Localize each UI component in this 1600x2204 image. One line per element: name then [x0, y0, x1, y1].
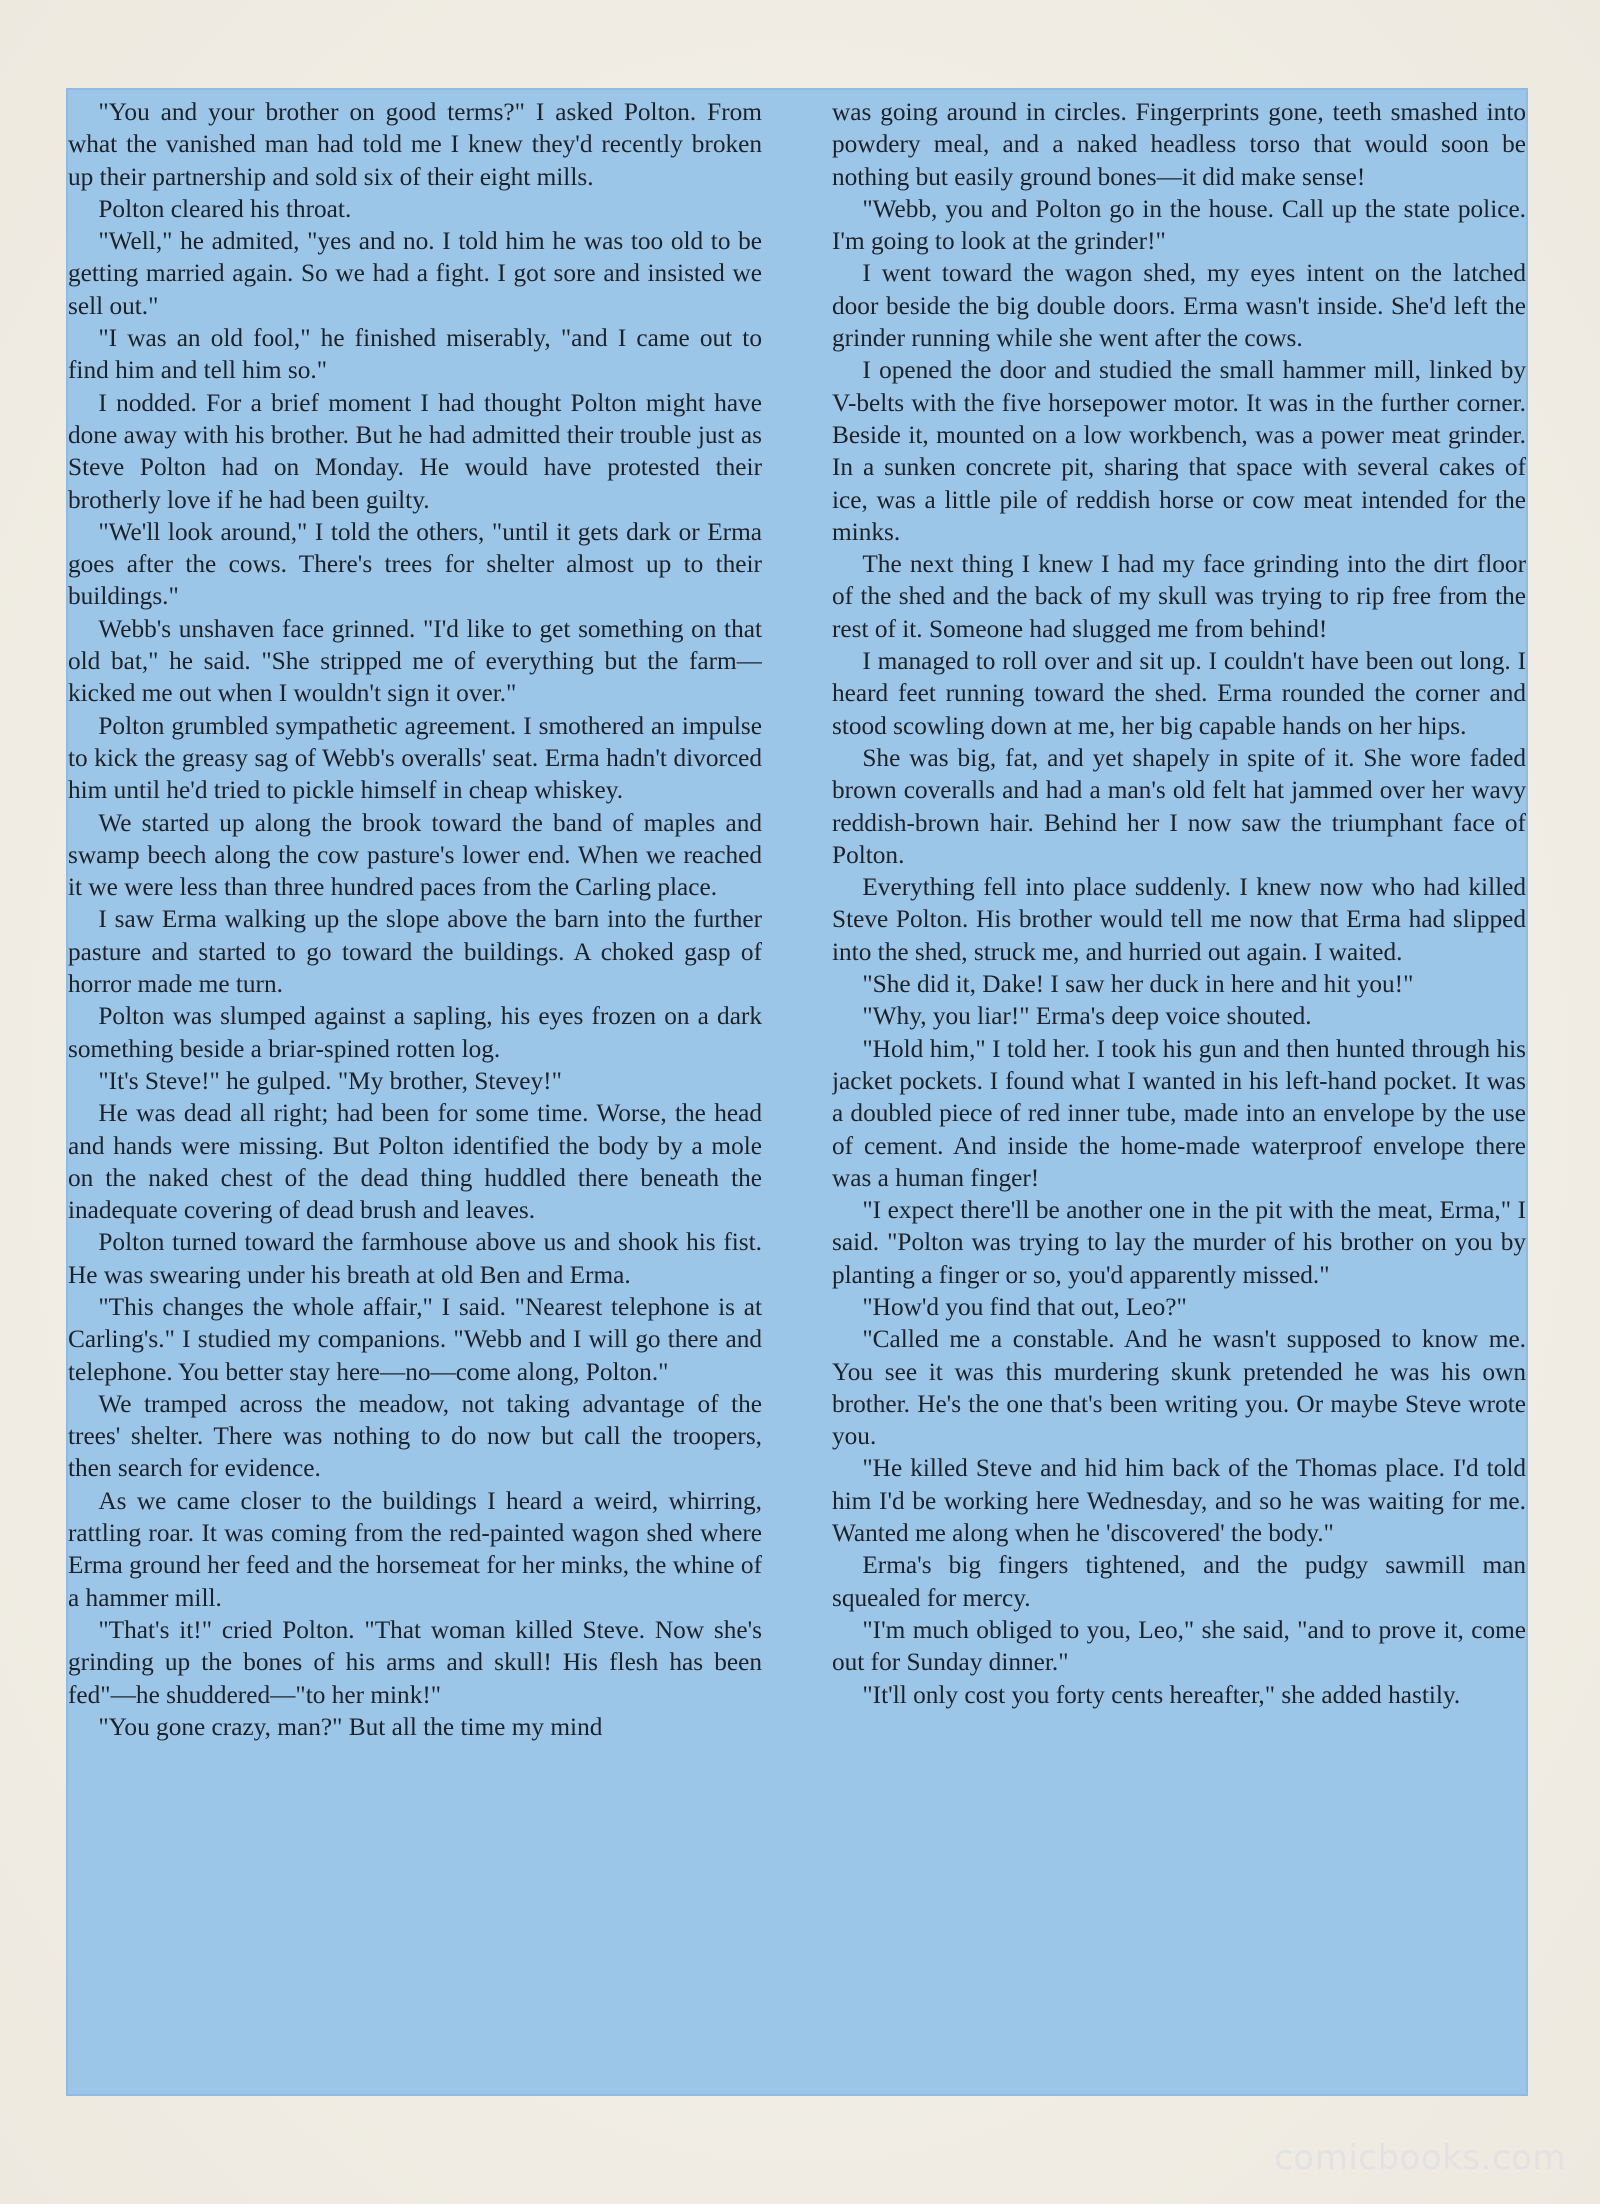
paragraph: "I was an old fool," he finished miserably, "and I came out to find him and tell him so."	[68, 324, 762, 385]
paragraph: We started up along the brook toward the band of maples and swamp beech along the cow pasture's lower end. When we reached it we were less than three hundred paces from the Carling place.	[68, 808, 762, 902]
paragraph: I nodded. For a brief moment I had thought Polton might have done away with his brother. But he had admitted their trouble just as Steve Polton had on Monday. He would have protested their brotherly love if he had been guilty.	[68, 388, 762, 514]
paragraph: "Well," he admited, "yes and no. I told him he was too old to be getting married again. So we had a fight. I got sore and insisted we sell out."	[68, 227, 762, 320]
paragraph: "I'm much obliged to you, Leo," she said, "and to prove it, come out for Sunday dinner."	[832, 1615, 1526, 1677]
paragraph: "I expect there'll be another one in the pit with the meat, Erma," I said. "Polton was trying to lay the murder of his brother on you by planting a finger or so, you'd apparently missed."	[832, 1196, 1526, 1289]
paragraph: Polton turned toward the farmhouse above us and shook his fist. He was swearing under his breath at old Ben and Erma.	[68, 1228, 762, 1289]
paragraph: I saw Erma walking up the slope above the barn into the further pasture and started to go toward the buildings. A choked gasp of horror made me turn.	[68, 905, 762, 999]
paragraph: "This changes the whole affair," I said. "Nearest telephone is at Carling's." I studied my companions. "Webb and I will go there and telephone. You better stay here—no—come along, Polton."	[68, 1292, 762, 1386]
paragraph: Webb's unshaven face grinned. "I'd like to get something on that old bat," he said. "She stripped me of everything but the farm—kicked me out when I wouldn't sign it over."	[68, 614, 762, 708]
right-column	[832, 96, 1526, 2092]
paragraph: Polton grumbled sympathetic agreement. I smothered an impulse to kick the greasy sag of Webb's overalls' seat. Erma hadn't divorced him until he'd tried to pickle himself in cheap whiskey.	[68, 711, 762, 805]
story-text	[68, 96, 1526, 2092]
paragraph: As we came closer to the buildings I heard a weird, whirring, rattling roar. It was coming from the red-painted wagon shed where Erma ground her feed and the horsemeat for her minks, the whine of a hammer mill.	[68, 1486, 762, 1612]
paragraph: "You and your brother on good terms?" I asked Polton. From what the vanished man had told me I knew they'd recently broken up their partnership and sold six of their eight mills.	[68, 98, 762, 191]
paragraph: was going around in circles. Fingerprints gone, teeth smashed into powdery meal, and a naked headless torso that would soon be nothing but easily ground bones—it did make sense!	[832, 98, 1526, 191]
paragraph: "Hold him," I told her. I took his gun and then hunted through his jacket pockets. I found what I wanted in his left-hand pocket. It was a doubled piece of red inner tube, made into an envelope by the use of cement. And inside the home-made waterproof envelope there was a human finger!	[832, 1034, 1526, 1192]
paragraph: Erma's big fingers tightened, and the pudgy sawmill man squealed for mercy.	[832, 1551, 1526, 1612]
paragraph: Polton was slumped against a sapling, his eyes frozen on a dark something beside a briar-spined rotten log.	[68, 1002, 762, 1063]
paragraph: "That's it!" cried Polton. "That woman killed Steve. Now she's grinding up the bones of his arms and skull! His flesh has been fed"—he shuddered—"to her mink!"	[68, 1615, 762, 1709]
paragraph: She was big, fat, and yet shapely in spite of it. She wore faded brown coveralls and had a man's old felt hat jammed over her wavy reddish-brown hair. Behind her I now saw the triumphant face of Polton.	[832, 743, 1526, 869]
watermark: comicbooks.com	[1274, 2138, 1566, 2178]
paragraph: "He killed Steve and hid him back of the Thomas place. I'd told him I'd be working here Wednesday, and so he was waiting for me. Wanted me along when he 'discovered' the body."	[832, 1454, 1526, 1548]
left-column	[68, 96, 762, 2092]
paragraph: "How'd you find that out, Leo?"	[862, 1292, 1187, 1321]
paragraph: I managed to roll over and sit up. I couldn't have been out long. I heard feet running toward the shed. Erma rounded the corner and stood scowling down at me, her big capable hands on her hips.	[832, 647, 1526, 740]
paragraph: Everything fell into place suddenly. I knew now who had killed Steve Polton. His brother would tell me now that Erma had slipped into the shed, struck me, and hurried out again. I waited.	[832, 873, 1526, 966]
paragraph: "It's Steve!" he gulped. "My brother, Stevey!"	[98, 1066, 562, 1095]
paragraph: "It'll only cost you forty cents hereafter," she added hastily.	[862, 1680, 1461, 1709]
paragraph: Polton cleared his throat.	[98, 194, 352, 223]
paragraph: We tramped across the meadow, not taking advantage of the trees' shelter. There was nothing to do now but call the troopers, then search for evidence.	[68, 1389, 762, 1483]
paragraph: "You gone crazy, man?" But all the time my mind	[98, 1712, 603, 1741]
paragraph: "We'll look around," I told the others, "until it gets dark or Erma goes after the cows. There's trees for shelter almost up to their buildings."	[68, 517, 762, 611]
paragraph: He was dead all right; had been for some time. Worse, the head and hands were missing. But Polton identified the body by a mole on the naked chest of the dead thing huddled there beneath the inadequate covering of dead brush and leaves.	[68, 1099, 762, 1225]
paragraph: "She did it, Dake! I saw her duck in here and hit you!"	[862, 970, 1414, 999]
paragraph: "Called me a constable. And he wasn't supposed to know me. You see it was this murdering skunk pretended he was his own brother. He's the one that's been writing you. Or maybe Steve wrote you.	[832, 1325, 1526, 1451]
paragraph: The next thing I knew I had my face grinding into the dirt floor of the shed and the back of my skull was trying to rip free from the rest of it. Someone had slugged me from behind!	[832, 550, 1526, 643]
paragraph: I went toward the wagon shed, my eyes intent on the latched door beside the big double doors. Erma wasn't inside. She'd left the grinder running while she went after the cows.	[832, 259, 1526, 353]
paragraph: "Webb, you and Polton go in the house. Call up the state police. I'm going to look at the grinder!"	[832, 194, 1526, 256]
paragraph: I opened the door and studied the small hammer mill, linked by V-belts with the five horsepower motor. It was in the further corner. Beside it, mounted on a low workbench, was a power meat grinder. In a sunken concrete pit, sharing that space with several cakes of ice, was a little pile of reddish horse or cow meat intended for the minks.	[832, 356, 1526, 546]
paragraph: "Why, you liar!" Erma's deep voice shouted.	[862, 1002, 1312, 1031]
